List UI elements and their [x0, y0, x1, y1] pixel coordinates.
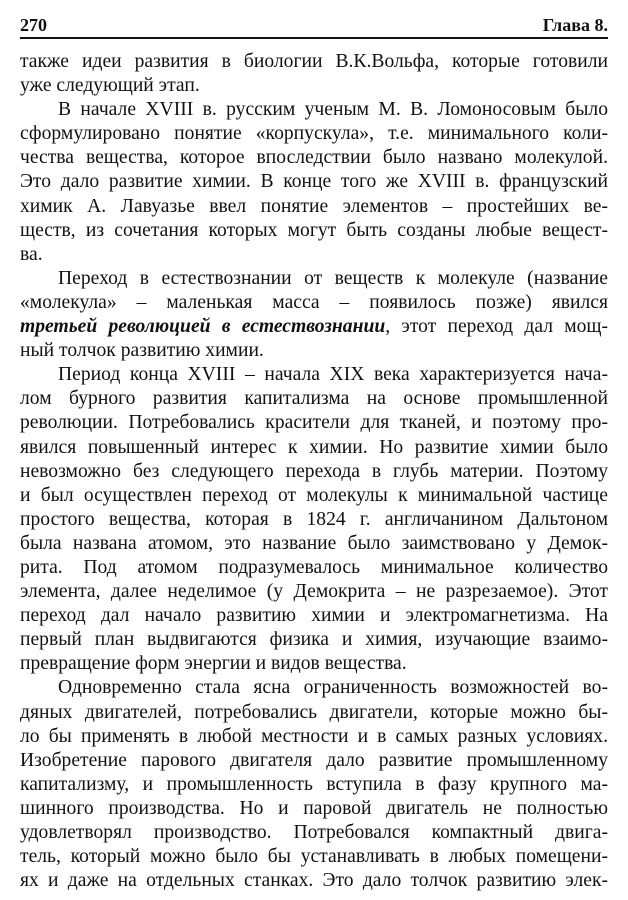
text-line: Это дало развитие химии. В конце того же XVIII в. французский — [20, 171, 608, 193]
text-line: превращение форм энергии и видов вещества. — [20, 653, 407, 675]
text-line: была названа атомом, это название было заимствовано у Демок- — [20, 532, 608, 554]
paragraph — [20, 676, 608, 893]
text-line: ях и даже на отдельных станках. Это дало толчок развитию элек- — [20, 870, 608, 892]
text-line: уже следующий этап. — [20, 75, 200, 97]
paragraph — [20, 50, 608, 98]
text-line: Переход в естествознании от веществ к молекуле (название — [58, 267, 608, 289]
text-line: Период конца XVIII – начала XIX века характеризуется нача- — [58, 364, 608, 386]
running-header — [20, 14, 608, 36]
text-line: «молекула» – маленькая масса – появилось позже) явился — [20, 291, 608, 313]
header-rule — [20, 37, 608, 39]
text-line: простого вещества, которая в 1824 г. англичанином Дальтоном — [20, 508, 608, 530]
text-line: тель, который можно было бы устанавливать в любых помещени- — [20, 846, 608, 868]
text-line: также идеи развития в биологии В.К.Вольфа, которые готовили — [20, 51, 608, 72]
text-line: невозможно без следующего перехода в глубь материи. Поэтому — [20, 460, 608, 482]
page-number: 270 — [20, 15, 47, 35]
text-line: ва. — [20, 243, 43, 265]
text-line: сформулировано понятие «корпускула», т.е. минимального коли- — [20, 123, 608, 145]
text-line: и был осуществлен переход от молекулы к минимальной частице — [20, 484, 608, 506]
paragraph — [20, 267, 608, 363]
text-line: дяных двигателей, потребовались двигатели, которые можно бы- — [20, 701, 608, 723]
text-line: Изобретение парового двигателя дало развитие промышленному — [20, 749, 608, 771]
text-line: первый план выдвигаются физика и химия, изучающие взаимо- — [20, 629, 608, 651]
text-line: переход дал начало развитию химии и электромагнетизма. На — [20, 605, 608, 627]
text-line: явился повышенный интерес к химии. Но развитие химии было — [20, 436, 608, 458]
text-line: ло бы применять в любой местности и в самых разных условиях. — [20, 725, 608, 747]
text-line: химик А. Лавуазье ввел понятие элементов – простейших ве- — [20, 195, 608, 217]
text-line: рита. Под атомом подразумевалось минимальное количество — [20, 556, 608, 578]
body-text — [20, 50, 608, 893]
text-line: элемента, далее неделимое (у Демокрита – не разрезаемое). Этот — [20, 581, 608, 603]
chapter-title: Глава 8. — [542, 15, 608, 35]
text-line: ный толчок развитию химии. — [20, 340, 264, 362]
text-line: чества вещества, которое впоследствии было названо молекулой. — [20, 147, 608, 169]
text-fragment: , этот переход дал мощ- — [385, 316, 609, 338]
emphasized-phrase: третьей революцией в естествознании — [20, 316, 386, 338]
text-line: революции. Потребовались красители для тканей, и поэтому про- — [20, 412, 608, 434]
text-line: Одновременно стала ясна ограниченность возможностей во- — [58, 677, 608, 699]
paragraph — [20, 98, 608, 267]
text-line: В начале XVIII в. русским ученым М. В. Ломоносовым было — [58, 99, 608, 121]
text-line: ществ, из сочетания которых могут быть созданы любые вещест- — [20, 219, 608, 241]
text-line — [20, 315, 608, 339]
paragraph — [20, 363, 608, 676]
text-line: удовлетворял производство. Потребовался компактный двига- — [20, 822, 608, 843]
text-line: капитализму, и промышленность вступила в фазу крупного ма- — [20, 773, 608, 795]
text-line: шинного производства. Но и паровой двигатель не полностью — [20, 797, 608, 819]
text-line: лом бурного развития капитализма на основе промышленной — [20, 388, 608, 410]
